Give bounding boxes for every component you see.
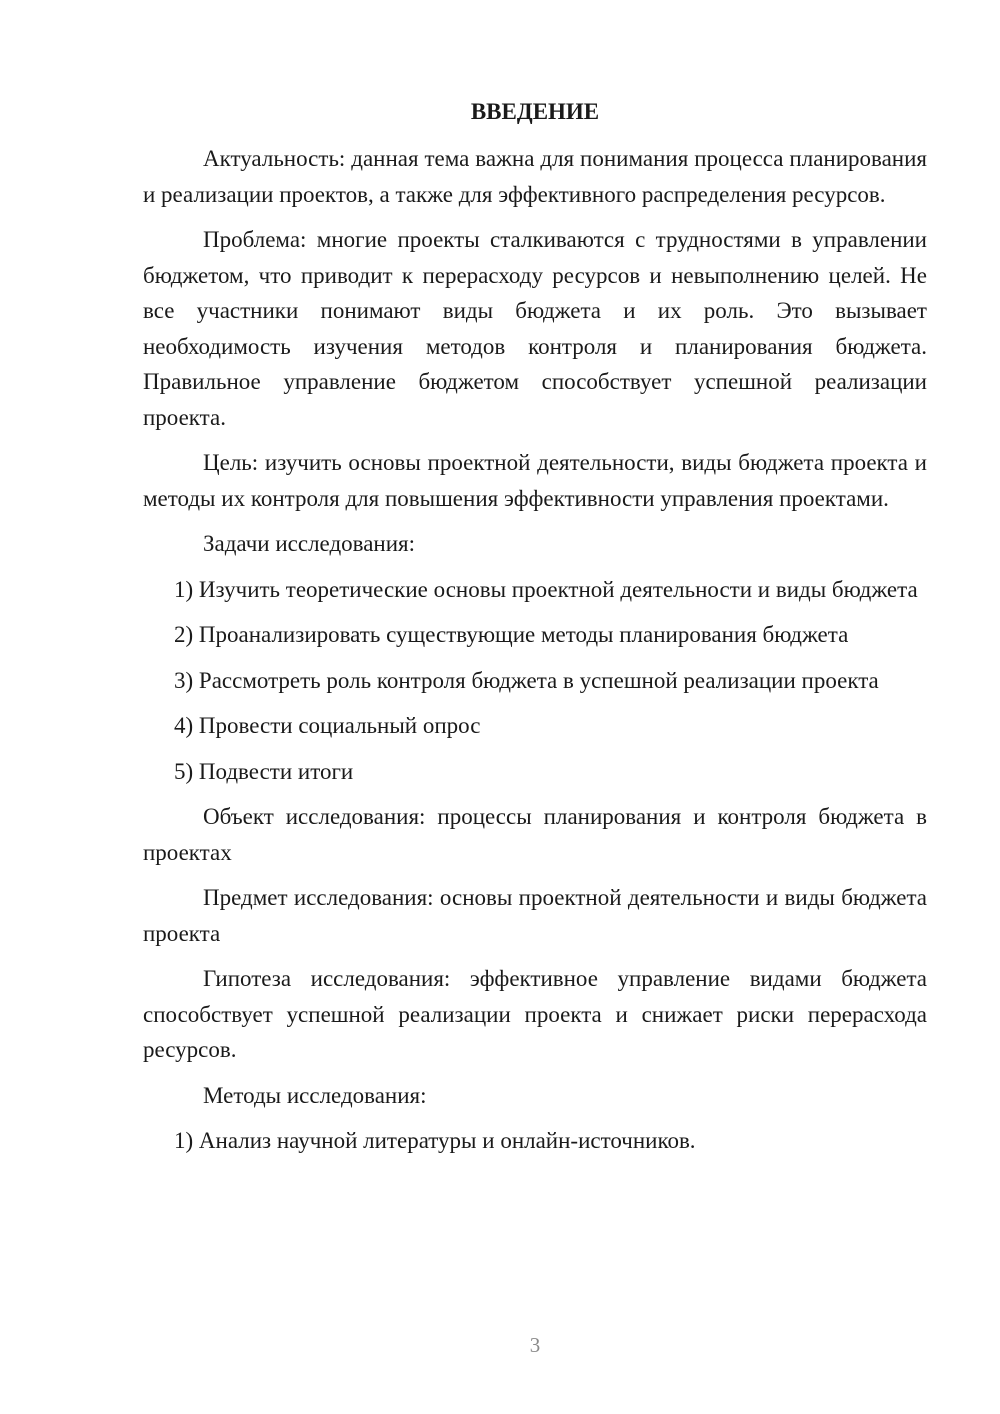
relevance-paragraph: Актуальность: данная тема важна для понимания процесса планирования и реализации проектов, а также для эффективного распределения ресурсов.: [143, 146, 927, 207]
goal-paragraph: Цель: изучить основы проектной деятельности, виды бюджета проекта и методы их контроля для повышения эффективности управления проектами.: [143, 450, 927, 511]
page-number: 3: [529, 1333, 541, 1357]
subject-paragraph: Предмет исследования: основы проектной деятельности и виды бюджета проекта: [143, 885, 927, 946]
task-item-4: 4) Провести социальный опрос: [174, 713, 481, 738]
tasks-heading: Задачи исследования:: [203, 531, 416, 556]
problem-paragraph: Проблема: многие проекты сталкиваются с трудностями в управлении бюджетом, что приводит к перерасходу ресурсов и невыполнению целей. Не все участники понимают виды бюджета и их роль. Это вызывает необходимость изучения методов контроля и планирования бюджета. Правильное управление бюджетом способствует успешной реализации проекта.: [143, 227, 927, 430]
hypothesis-paragraph: Гипотеза исследования: эффективное управление видами бюджета способствует успешной реализации проекта и снижает риски перерасхода ресурсов.: [143, 966, 927, 1062]
page-content: [143, 94, 927, 1169]
object-paragraph: Объект исследования: процессы планирования и контроля бюджета в проектах: [143, 804, 927, 865]
task-item-3: 3) Рассмотреть роль контроля бюджета в успешной реализации проекта: [174, 667, 879, 693]
task-item-5: 5) Подвести итоги: [174, 758, 354, 784]
methods-heading: Методы исследования:: [203, 1082, 427, 1108]
task-item-1: 1) Изучить теоретические основы проектной деятельности и виды бюджета: [174, 576, 918, 602]
section-title: ВВЕДЕНИЕ: [470, 99, 600, 124]
method-item-1: 1) Анализ научной литературы и онлайн-источников.: [174, 1128, 696, 1153]
task-item-2: 2) Проанализировать существующие методы планирования бюджета: [174, 622, 849, 647]
